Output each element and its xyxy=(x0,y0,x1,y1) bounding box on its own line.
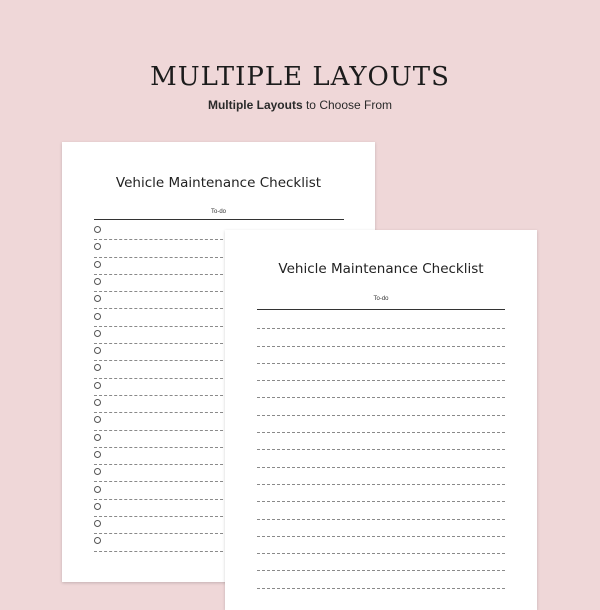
checklist-title: Vehicle Maintenance Checklist xyxy=(278,261,484,277)
checkbox-circle-icon[interactable] xyxy=(94,399,101,406)
subheading-bold: Multiple Layouts xyxy=(207,98,303,112)
checklist-page-lined-layout xyxy=(225,230,537,610)
checkbox-circle-icon[interactable] xyxy=(94,434,101,441)
checkbox-circle-icon[interactable] xyxy=(94,486,101,493)
checkbox-circle-icon[interactable] xyxy=(94,243,101,250)
checklist-row xyxy=(257,399,505,416)
checkbox-circle-icon[interactable] xyxy=(94,313,101,320)
page-heading: MULTIPLE LAYOUTS xyxy=(150,62,450,92)
row-line xyxy=(257,588,505,589)
checklist-row xyxy=(257,520,505,537)
checklist-row xyxy=(257,502,505,519)
checklist-row xyxy=(257,450,505,467)
checkbox-circle-icon[interactable] xyxy=(94,468,101,475)
checkbox-circle-icon[interactable] xyxy=(94,537,101,544)
checkbox-circle-icon[interactable] xyxy=(94,503,101,510)
checkbox-circle-icon[interactable] xyxy=(94,278,101,285)
column-label-todo: To-do xyxy=(373,296,389,302)
checkbox-circle-icon[interactable] xyxy=(94,261,101,268)
checklist-row xyxy=(257,537,505,554)
checklist-row xyxy=(257,554,505,571)
checklist-row xyxy=(257,433,505,450)
checkbox-circle-icon[interactable] xyxy=(94,416,101,423)
checkbox-circle-icon[interactable] xyxy=(94,330,101,337)
checkbox-circle-icon[interactable] xyxy=(94,382,101,389)
checklist-row xyxy=(257,364,505,381)
checkbox-circle-icon[interactable] xyxy=(94,226,101,233)
page-subheading xyxy=(0,98,600,112)
checklist-row xyxy=(257,329,505,346)
checklist-row xyxy=(257,416,505,433)
checkbox-circle-icon[interactable] xyxy=(94,364,101,371)
checklist-row xyxy=(257,381,505,398)
checklist-row xyxy=(257,485,505,502)
checkbox-circle-icon[interactable] xyxy=(94,347,101,354)
checklist-rows xyxy=(225,230,537,610)
checklist-title: Vehicle Maintenance Checklist xyxy=(115,175,322,191)
column-label-todo: To-do xyxy=(210,209,226,215)
checklist-row xyxy=(257,468,505,485)
checklist-row xyxy=(257,572,505,589)
checklist-row xyxy=(257,312,505,329)
checklist-row xyxy=(257,347,505,364)
checkbox-circle-icon[interactable] xyxy=(94,295,101,302)
subheading-rest: to Choose From xyxy=(302,98,393,112)
checkbox-circle-icon[interactable] xyxy=(94,520,101,527)
checkbox-circle-icon[interactable] xyxy=(94,451,101,458)
